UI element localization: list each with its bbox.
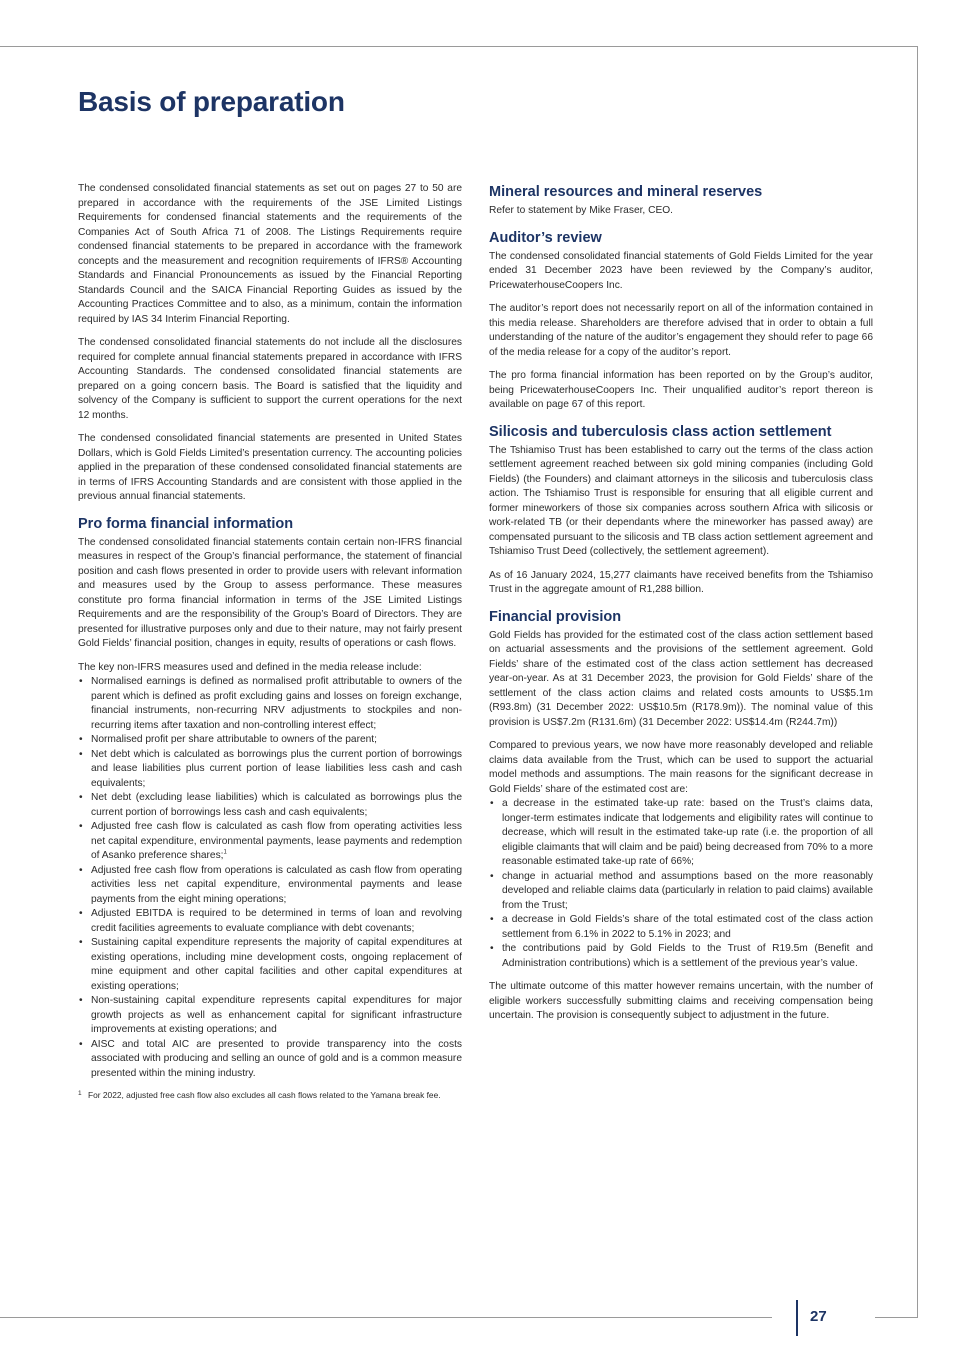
list-item-text: Adjusted free cash flow is calculated as cash flow from operating activities less net capital expenditure, environmental payments, lease payments and redemption of Asanko preference shares; <box>91 821 462 861</box>
paragraph-key-measures: The key non-IFRS measures used and defined in the media release include: <box>78 661 422 673</box>
footnote-marker: 1 <box>223 849 227 856</box>
paragraph-auditor-pro-forma: The pro forma financial information has been reported on by the Group’s auditor, being PricewaterhouseCoopers Inc. Their unqualified auditor’s report thereon is available on page 67 of this report. <box>489 370 873 410</box>
list-item: • Net debt which is calculated as borrowings plus the current portion of borrowings and lease liabilities plus current portion of lease liabilities less cash and cash equivalents; <box>78 748 462 792</box>
list-item: • Normalised earnings is defined as normalised profit attributable to owners of the parent which is defined as profit excluding gains and losses on foreign exchange, financial instruments, non-recurring NRV adjustments to stockpiles and non-recurring items after taxation and non-controlling interest effect; <box>78 675 462 733</box>
paragraph-auditor-report: The auditor’s report does not necessarily report on all of the information contained in this media release. Shareholders are therefore advised that in order to obtain a full understanding of the nature of the auditor’s engagement they should refer to page 66 of the media release for a copy of the auditor’s report. <box>489 303 873 358</box>
footnote-number: 1 <box>78 1090 82 1097</box>
paragraph-currency: The condensed consolidated financial statements are presented in United States Dollars, which is Gold Fields Limited’s presentation currency. The accounting policies applied in the preparation of these condensed consolidated financial statements are in terms of IFRS Accounting Standards and are consistent with those applied in the previous annual financial statements. <box>78 433 462 502</box>
paragraph-auditor-review: The condensed consolidated financial statements of Gold Fields Limited for the year ended 31 December 2023 have been reviewed by the Company’s auditor, PricewaterhouseCoopers Inc. <box>489 250 873 291</box>
list-item: • a decrease in the estimated take-up rate: based on the Trust’s claims data, longer-term estimates indicate that lodgements and eligibility rates will continue to decrease, which will result in the estimated take-up rate (i.e. the proportion of all eligible claimants that will claim and be paid) being decreased from 70% to a more reasonable estimated take-up rate of 66%; <box>489 797 873 870</box>
paragraph-mineral-resources: Refer to statement by Mike Fraser, CEO. <box>489 205 674 216</box>
list-item: • the contributions paid by Gold Fields to the Trust of R19.5m (Benefit and Administration contributions) which is a settlement of the previous year’s value. <box>489 942 873 971</box>
footnote <box>78 1090 462 1102</box>
list-item: • Adjusted EBITDA is required to be determined in terms of loan and revolving credit facilities agreements to evaluate compliance with debt covenants; <box>78 907 462 936</box>
heading-pro-forma: Pro forma financial information <box>78 515 294 532</box>
paragraph-basis: The condensed consolidated financial statements as set out on pages 27 to 50 are prepared in accordance with the requirements of the JSE Limited Listings Requirements for condensed financial statements and the requirements of the Companies Act of South Africa 71 of 2008. The Listings Requirements require condensed financial statements to be prepared in accordance with the framework concepts and the measurement and recognition requirements of IFRS® Accounting Standards and Financial Pronouncements as issued by the Financial Reporting Standards Council and the SAICA Financial Reporting Guides as issued by the Accounting Practices Committee and to also, as a minimum, contain the information required by IAS 34 Interim Financial Reporting. <box>78 183 462 325</box>
right-column <box>489 183 873 1033</box>
list-item: • change in actuarial method and assumptions based on the more reasonably developed and reliable claims data (particularly in relation to paid claims) available from the Trust; <box>489 870 873 914</box>
footnote-text: For 2022, adjusted free cash flow also excludes all cash flows related to the Yamana break fee. <box>88 1090 441 1100</box>
non-ifrs-measures-list <box>78 675 462 1081</box>
page-frame-bottom-left <box>0 1317 772 1318</box>
decrease-reasons-list <box>489 797 873 971</box>
paragraph-disclosures: The condensed consolidated financial statements do not include all the disclosures required for complete annual financial statements prepared in accordance with IFRS Accounting Standards. The condensed consolidated financial statements are prepared on a going concern basis. The Board is satisfied that the liquidity and solvency of the Company is sufficient to support the current operations for the next 12 months. <box>78 337 462 421</box>
heading-mineral-resources: Mineral resources and mineral reserves <box>489 184 763 200</box>
list-item <box>78 820 462 864</box>
page-frame-bottom-right <box>875 1317 918 1318</box>
paragraph-pro-forma: The condensed consolidated financial statements contain certain non-IFRS financial measures in respect of the Group’s financial performance, the statement of financial position and cash flows presented in order to provide users with relevant information and measures used by the Group to assess performance. These measures constitute pro forma financial information in terms of the JSE Limited Listings Requirements and are the responsibility of the Group’s Board of Directors. They are presented for illustrative purposes only and due to their nature, may not fairly present Gold Fields’ financial position, changes in equity, results of operations or cash flows. <box>78 536 462 649</box>
page-number-divider <box>796 1300 798 1336</box>
list-item: • a decrease in Gold Fields’s share of the total estimated cost of the class action settlement from 6.1% in 2022 to 5.1% in 2023; and <box>489 913 873 942</box>
page-title: Basis of preparation <box>78 86 345 117</box>
page-frame-top <box>0 46 918 47</box>
left-column <box>78 182 462 1102</box>
list-item: • Adjusted free cash flow from operations is calculated as cash flow from operating activities less net capital expenditure, environmental payments and lease payments from the eight mining operations; <box>78 864 462 908</box>
paragraph-claimants: As of 16 January 2024, 15,277 claimants have received benefits from the Tshiamiso Trust in the aggregate amount of R1,288 billion. <box>489 569 873 595</box>
paragraph-tshiamiso-trust: The Tshiamiso Trust has been established to carry out the terms of the class action settlement agreement reached between six gold mining companies (including Gold Fields) (the Founders) and claimant attorneys in the silicosis and tuberculosis class action. The Tshiamiso Trust is responsible for ensuring that all eligible current and former mineworkers of those six companies across southern Africa with silicosis or work-related TB (or their dependants where the mineworker has passed away) are compensated pursuant to the silicosis and TB class action settlement agreement and Tshiamiso Trust Deed (collectively, the settlement agreement). <box>489 444 873 557</box>
paragraph-provision: Gold Fields has provided for the estimated cost of the class action settlement based on actuarial assessments and the provisions of the settlement agreement. Gold Fields’ share of the estimated cost of the class action settlement has decreased year-on-year. As at 31 December 2023, the provision for Gold Fields’ share of the settlement of the class action claims and related costs amounts to US$5.1m (R93.8m) (31 December 2022: US$10.5m (R178.9m)). The nominal value of this provision is US$7.2m (R131.6m) (31 December 2022: US$14.4m (R244.7m)) <box>489 629 873 728</box>
page-frame-right <box>917 46 918 1318</box>
heading-auditors-review: Auditor’s review <box>489 229 602 246</box>
list-item: • Net debt (excluding lease liabilities) which is calculated as borrowings plus the current portion of borrowings less cash and cash equivalents; <box>78 791 462 820</box>
heading-silicosis: Silicosis and tuberculosis class action settlement <box>489 423 832 440</box>
list-item: • Sustaining capital expenditure represents the majority of capital expenditures at existing operations, including mine development costs, ongoing replacement of mine equipment and other capital facilities and other capital expenditures at existing operations; <box>78 936 462 994</box>
page-number: 27 <box>810 1308 827 1325</box>
paragraph-reasons: Compared to previous years, we now have more reasonably developed and reliable claims data available from the Trust, which can be used to support the actuarial model methods and assumptions. The main reasons for the significant decrease in Gold Fields’ share of the estimated cost are: <box>489 740 873 795</box>
paragraph-outcome: The ultimate outcome of this matter however remains uncertain, with the number of eligible workers successfully submitting claims and receiving compensation being uncertain. The provision is consequently subject to adjustment in the future. <box>489 981 873 1021</box>
heading-financial-provision: Financial provision <box>489 608 622 625</box>
list-item: • Normalised profit per share attributable to owners of the parent; <box>78 733 462 748</box>
list-item: • AISC and total AIC are presented to provide transparency into the costs associated with producing and selling an ounce of gold and is a common measure presented within the mining industry. <box>78 1038 462 1082</box>
list-item: • Non-sustaining capital expenditure represents capital expenditures for major growth projects as well as enhancement capital for significant infrastructure improvements at existing operations; and <box>78 994 462 1038</box>
